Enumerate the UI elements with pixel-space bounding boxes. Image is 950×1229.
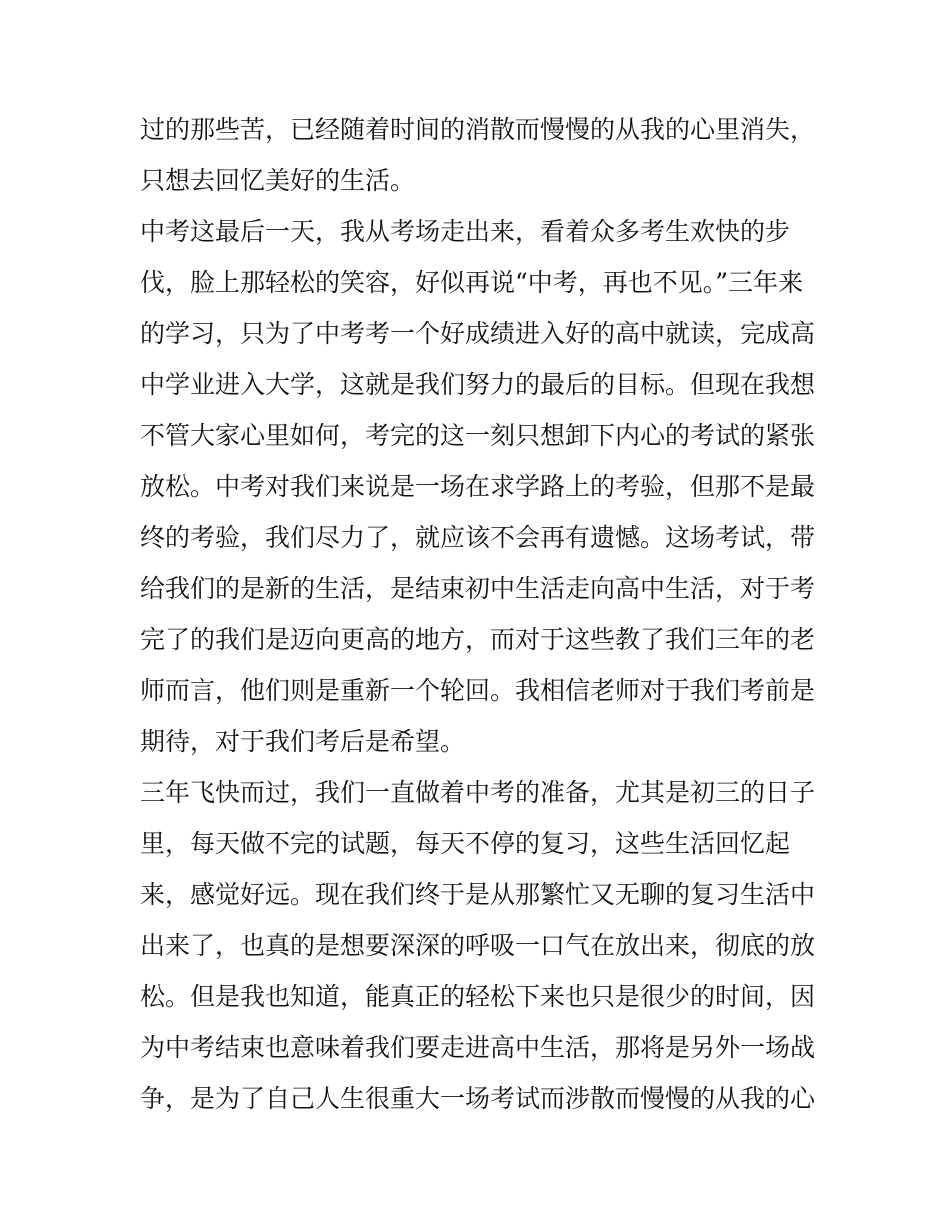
text-line: 过的那些苦，已经随着时间的消散而慢慢的从我的心里消失，	[140, 115, 816, 144]
text-line: 为中考结束也意味着我们要走进高中生活，那将是另外一场战	[140, 1033, 816, 1062]
body-text	[140, 104, 840, 1124]
text-line: 里，每天做不完的试题，每天不停的复习，这些生活回忆起	[140, 829, 791, 858]
text-line: 来，感觉好远。现在我们终于是从那繁忙又无聊的复习生活中	[140, 880, 816, 909]
text-line: 放松。中考对我们来说是一场在求学路上的考验，但那不是最	[140, 472, 816, 501]
text-line: 不管大家心里如何，考完的这一刻只想卸下内心的考试的紧张	[140, 421, 816, 450]
text-line: 中学业进入大学，这就是我们努力的最后的目标。但现在我想	[140, 370, 816, 399]
text-line: 中考这最后一天，我从考场走出来，看着众多考生欢快的步	[140, 217, 791, 246]
text-line: 三年飞快而过，我们一直做着中考的准备，尤其是初三的日子	[140, 778, 816, 807]
text-line: 松。但是我也知道，能真正的轻松下来也只是很少的时间，因	[140, 982, 816, 1011]
text-line: 期待，对于我们考后是希望。	[140, 727, 466, 756]
text-line: 出来了，也真的是想要深深的呼吸一口气在放出来，彻底的放	[140, 931, 816, 960]
text-line: 伐，脸上那轻松的笑容，好似再说“中考，再也不见。”三年来	[140, 268, 804, 297]
text-line: 争，是为了自己人生很重大一场考试而涉散而慢慢的从我的心	[140, 1084, 816, 1113]
text-line: 完了的我们是迈向更高的地方，而对于这些教了我们三年的老	[140, 625, 816, 654]
text-line: 终的考验，我们尽力了，就应该不会再有遗憾。这场考试，带	[140, 523, 816, 552]
text-line: 只想去回忆美好的生活。	[140, 166, 416, 195]
text-line: 师而言，他们则是重新一个轮回。我相信老师对于我们考前是	[140, 676, 816, 705]
text-line: 给我们的是新的生活，是结束初中生活走向高中生活，对于考	[140, 574, 816, 603]
text-line: 的学习，只为了中考考一个好成绩进入好的高中就读，完成高	[140, 319, 816, 348]
